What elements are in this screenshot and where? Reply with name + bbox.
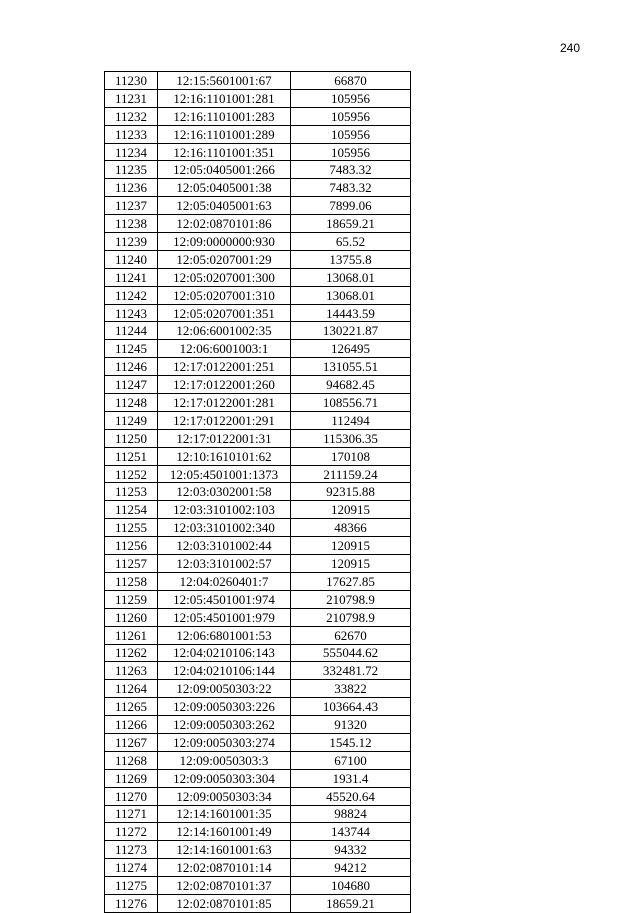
row-number-cell: 11257	[105, 555, 158, 573]
table-row	[105, 179, 411, 197]
row-number-cell: 11259	[105, 590, 158, 608]
value-cell: 1545.12	[291, 733, 411, 751]
cadastral-number-cell: 12:03:0302001:58	[158, 483, 291, 501]
row-number-cell: 11255	[105, 519, 158, 537]
value-cell: 1931.4	[291, 769, 411, 787]
row-number-cell: 11247	[105, 376, 158, 394]
table-row	[105, 161, 411, 179]
row-number-cell: 11234	[105, 143, 158, 161]
value-cell: 13068.01	[291, 286, 411, 304]
cadastral-number-cell: 12:03:3101002:57	[158, 555, 291, 573]
row-number-cell: 11267	[105, 733, 158, 751]
table-row	[105, 680, 411, 698]
cadastral-number-cell: 12:03:3101002:44	[158, 537, 291, 555]
row-number-cell: 11256	[105, 537, 158, 555]
value-cell: 126495	[291, 340, 411, 358]
table-row	[105, 304, 411, 322]
cadastral-number-cell: 12:09:0050303:226	[158, 698, 291, 716]
table-row	[105, 340, 411, 358]
table-row	[105, 322, 411, 340]
cadastral-number-cell: 12:05:4501001:979	[158, 608, 291, 626]
row-number-cell: 11231	[105, 89, 158, 107]
value-cell: 18659.21	[291, 894, 411, 912]
cadastral-number-cell: 12:15:5601001:67	[158, 72, 291, 90]
table-row	[105, 233, 411, 251]
table-row	[105, 644, 411, 662]
row-number-cell: 11273	[105, 841, 158, 859]
cadastral-number-cell: 12:16:1101001:289	[158, 125, 291, 143]
cadastral-number-cell: 12:05:0207001:300	[158, 268, 291, 286]
row-number-cell: 11264	[105, 680, 158, 698]
cadastral-number-cell: 12:04:0210106:144	[158, 662, 291, 680]
table-row	[105, 519, 411, 537]
table-row	[105, 787, 411, 805]
cadastral-number-cell: 12:09:0050303:3	[158, 751, 291, 769]
value-cell: 98824	[291, 805, 411, 823]
table-row	[105, 483, 411, 501]
cadastral-number-cell: 12:02:0870101:85	[158, 894, 291, 912]
row-number-cell: 11266	[105, 716, 158, 734]
table-row	[105, 805, 411, 823]
row-number-cell: 11268	[105, 751, 158, 769]
table-row	[105, 465, 411, 483]
value-cell: 7899.06	[291, 197, 411, 215]
value-cell: 105956	[291, 125, 411, 143]
cadastral-number-cell: 12:05:0405001:38	[158, 179, 291, 197]
table-row	[105, 733, 411, 751]
row-number-cell: 11248	[105, 394, 158, 412]
cadastral-number-cell: 12:05:4501001:974	[158, 590, 291, 608]
value-cell: 7483.32	[291, 179, 411, 197]
row-number-cell: 11262	[105, 644, 158, 662]
row-number-cell: 11249	[105, 411, 158, 429]
row-number-cell: 11235	[105, 161, 158, 179]
value-cell: 14443.59	[291, 304, 411, 322]
row-number-cell: 11232	[105, 107, 158, 125]
cadastral-number-cell: 12:17:0122001:260	[158, 376, 291, 394]
cadastral-number-cell: 12:16:1101001:351	[158, 143, 291, 161]
value-cell: 112494	[291, 411, 411, 429]
cadastral-number-cell: 12:09:0050303:262	[158, 716, 291, 734]
value-cell: 210798.9	[291, 608, 411, 626]
data-table	[104, 71, 411, 913]
table-row	[105, 859, 411, 877]
row-number-cell: 11269	[105, 769, 158, 787]
table-row	[105, 358, 411, 376]
cadastral-number-cell: 12:09:0000000:930	[158, 233, 291, 251]
value-cell: 131055.51	[291, 358, 411, 376]
cadastral-number-cell: 12:16:1101001:283	[158, 107, 291, 125]
cadastral-number-cell: 12:14:1601001:63	[158, 841, 291, 859]
table-row	[105, 894, 411, 912]
row-number-cell: 11243	[105, 304, 158, 322]
table-row	[105, 394, 411, 412]
row-number-cell: 11236	[105, 179, 158, 197]
value-cell: 62670	[291, 626, 411, 644]
table-row	[105, 698, 411, 716]
table-row	[105, 411, 411, 429]
table-row	[105, 215, 411, 233]
value-cell: 104680	[291, 877, 411, 895]
value-cell: 555044.62	[291, 644, 411, 662]
value-cell: 105956	[291, 143, 411, 161]
table-row	[105, 250, 411, 268]
row-number-cell: 11233	[105, 125, 158, 143]
cadastral-number-cell: 12:06:6001002:35	[158, 322, 291, 340]
value-cell: 210798.9	[291, 590, 411, 608]
cadastral-number-cell: 12:17:0122001:291	[158, 411, 291, 429]
value-cell: 13755.8	[291, 250, 411, 268]
value-cell: 17627.85	[291, 572, 411, 590]
value-cell: 120915	[291, 537, 411, 555]
row-number-cell: 11244	[105, 322, 158, 340]
cadastral-number-cell: 12:02:0870101:86	[158, 215, 291, 233]
row-number-cell: 11250	[105, 429, 158, 447]
value-cell: 108556.71	[291, 394, 411, 412]
value-cell: 130221.87	[291, 322, 411, 340]
value-cell: 120915	[291, 501, 411, 519]
cadastral-number-cell: 12:14:1601001:49	[158, 823, 291, 841]
cadastral-number-cell: 12:17:0122001:251	[158, 358, 291, 376]
value-cell: 66870	[291, 72, 411, 90]
value-cell: 33822	[291, 680, 411, 698]
cadastral-number-cell: 12:03:3101002:103	[158, 501, 291, 519]
table-row	[105, 877, 411, 895]
row-number-cell: 11252	[105, 465, 158, 483]
value-cell: 170108	[291, 447, 411, 465]
cadastral-number-cell: 12:04:0210106:143	[158, 644, 291, 662]
value-cell: 92315.88	[291, 483, 411, 501]
value-cell: 94212	[291, 859, 411, 877]
cadastral-number-cell: 12:05:0207001:29	[158, 250, 291, 268]
table-row	[105, 286, 411, 304]
row-number-cell: 11274	[105, 859, 158, 877]
row-number-cell: 11237	[105, 197, 158, 215]
table-row	[105, 429, 411, 447]
cadastral-number-cell: 12:09:0050303:274	[158, 733, 291, 751]
table-row	[105, 769, 411, 787]
value-cell: 94682.45	[291, 376, 411, 394]
row-number-cell: 11239	[105, 233, 158, 251]
value-cell: 105956	[291, 107, 411, 125]
value-cell: 91320	[291, 716, 411, 734]
value-cell: 211159.24	[291, 465, 411, 483]
row-number-cell: 11275	[105, 877, 158, 895]
value-cell: 48366	[291, 519, 411, 537]
value-cell: 103664.43	[291, 698, 411, 716]
cadastral-number-cell: 12:05:0405001:266	[158, 161, 291, 179]
table-row	[105, 716, 411, 734]
table-row	[105, 376, 411, 394]
row-number-cell: 11276	[105, 894, 158, 912]
row-number-cell: 11240	[105, 250, 158, 268]
table-row	[105, 590, 411, 608]
table-row	[105, 841, 411, 859]
row-number-cell: 11242	[105, 286, 158, 304]
table-row	[105, 626, 411, 644]
table-row	[105, 555, 411, 573]
cadastral-number-cell: 12:02:0870101:37	[158, 877, 291, 895]
cadastral-number-cell: 12:10:1610101:62	[158, 447, 291, 465]
table-body	[105, 72, 411, 913]
table-row	[105, 662, 411, 680]
cadastral-number-cell: 12:04:0260401:7	[158, 572, 291, 590]
page-number: 240	[559, 41, 580, 55]
row-number-cell: 11258	[105, 572, 158, 590]
value-cell: 7483.32	[291, 161, 411, 179]
cadastral-number-cell: 12:05:0207001:310	[158, 286, 291, 304]
row-number-cell: 11245	[105, 340, 158, 358]
row-number-cell: 11260	[105, 608, 158, 626]
row-number-cell: 11265	[105, 698, 158, 716]
row-number-cell: 11261	[105, 626, 158, 644]
cadastral-number-cell: 12:05:0207001:351	[158, 304, 291, 322]
table-row	[105, 89, 411, 107]
table-row	[105, 125, 411, 143]
row-number-cell: 11246	[105, 358, 158, 376]
table-row	[105, 197, 411, 215]
cadastral-number-cell: 12:03:3101002:340	[158, 519, 291, 537]
cadastral-number-cell: 12:02:0870101:14	[158, 859, 291, 877]
cadastral-number-cell: 12:06:6801001:53	[158, 626, 291, 644]
row-number-cell: 11270	[105, 787, 158, 805]
row-number-cell: 11271	[105, 805, 158, 823]
table-row	[105, 608, 411, 626]
cadastral-number-cell: 12:09:0050303:304	[158, 769, 291, 787]
value-cell: 45520.64	[291, 787, 411, 805]
row-number-cell: 11263	[105, 662, 158, 680]
cadastral-number-cell: 12:05:4501001:1373	[158, 465, 291, 483]
table-row	[105, 107, 411, 125]
table-row	[105, 143, 411, 161]
table-row	[105, 823, 411, 841]
table-row	[105, 751, 411, 769]
value-cell: 143744	[291, 823, 411, 841]
row-number-cell: 11253	[105, 483, 158, 501]
table-row	[105, 572, 411, 590]
table-row	[105, 537, 411, 555]
value-cell: 13068.01	[291, 268, 411, 286]
cadastral-number-cell: 12:09:0050303:34	[158, 787, 291, 805]
row-number-cell: 11230	[105, 72, 158, 90]
row-number-cell: 11241	[105, 268, 158, 286]
row-number-cell: 11251	[105, 447, 158, 465]
cadastral-number-cell: 12:17:0122001:31	[158, 429, 291, 447]
value-cell: 18659.21	[291, 215, 411, 233]
cadastral-number-cell: 12:14:1601001:35	[158, 805, 291, 823]
value-cell: 94332	[291, 841, 411, 859]
table-row	[105, 447, 411, 465]
table-row	[105, 268, 411, 286]
row-number-cell: 11254	[105, 501, 158, 519]
value-cell: 332481.72	[291, 662, 411, 680]
value-cell: 65.52	[291, 233, 411, 251]
table-row	[105, 501, 411, 519]
table-row	[105, 72, 411, 90]
row-number-cell: 11238	[105, 215, 158, 233]
value-cell: 120915	[291, 555, 411, 573]
cadastral-number-cell: 12:05:0405001:63	[158, 197, 291, 215]
cadastral-number-cell: 12:09:0050303:22	[158, 680, 291, 698]
value-cell: 105956	[291, 89, 411, 107]
value-cell: 115306.35	[291, 429, 411, 447]
cadastral-number-cell: 12:17:0122001:281	[158, 394, 291, 412]
cadastral-number-cell: 12:06:6001003:1	[158, 340, 291, 358]
value-cell: 67100	[291, 751, 411, 769]
row-number-cell: 11272	[105, 823, 158, 841]
cadastral-number-cell: 12:16:1101001:281	[158, 89, 291, 107]
